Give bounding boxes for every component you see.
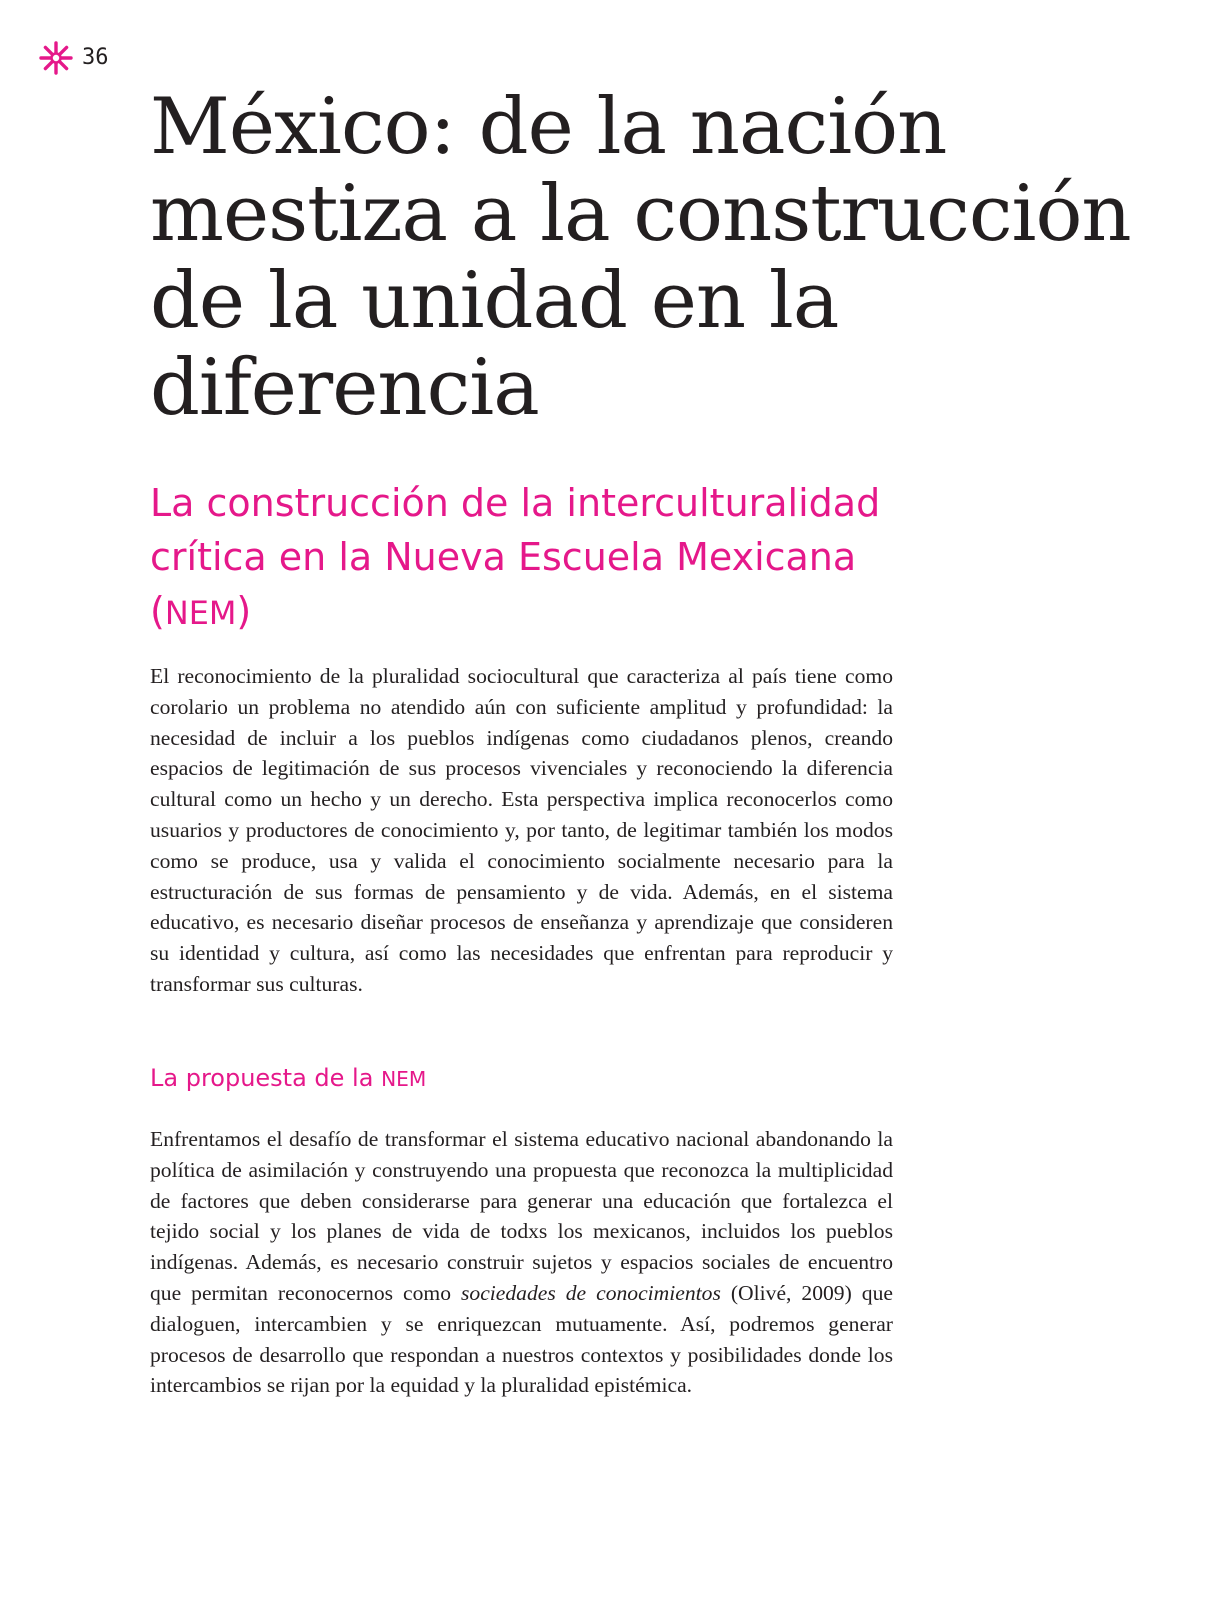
page-number: 36	[82, 45, 109, 70]
subsection-heading	[150, 1061, 426, 1096]
section-paragraph: El reconocimiento de la pluralidad sociocultural que caracteriza al país tiene como corolario un problema no atendido aún con suficiente amplitud y profundidad: la necesidad de incluir a los pueblos indígenas como ciudadanos plenos, creando espacios de legitimación de sus procesos vivenciales y reconociendo la diferencia cultural como un hecho y un derecho. Esta perspectiva implica reconocerlos como usuarios y productores de conocimiento y, por tanto, de legitimar también los modos como se produce, usa y valida el conocimiento socialmente necesario para la estructuración de sus formas de pensamiento y de vida. Además, en el sistema educativo, es necesario diseñar procesos de enseñanza y aprendizaje que consideren su identidad y cultura, así como las necesidades que enfrentan para reproducir y transformar sus culturas.	[150, 664, 893, 996]
asterisk-icon	[38, 40, 74, 76]
section-heading-text: La construcción de la interculturalidad crítica en la Nueva Escuela Mexicana (	[150, 481, 881, 633]
section-heading	[150, 476, 950, 640]
page-folio	[38, 40, 109, 76]
subsection-heading-text: La propuesta de la	[150, 1064, 382, 1092]
page-title: México: de la nación mestiza a la construcción de la unidad en la diferencia	[150, 82, 1131, 433]
paragraph-text-after: (Olivé, 2009) que dialoguen, intercambien y se enriquezcan mutuamente. Así, podremos generar procesos de desarrollo que respondan a nuestros contextos y posibilidades donde los intercambios se rijan por la equidad y la pluralidad epistémica.	[150, 1280, 893, 1398]
subsection-heading-acronym: NEM	[381, 1067, 427, 1091]
paragraph-italic-term: sociedades de conocimientos	[461, 1280, 721, 1305]
section-heading-close: )	[236, 589, 252, 633]
subsection-paragraph	[150, 1124, 893, 1401]
paragraph-text-before: Enfrentamos el desafío de transformar el sistema educativo nacional abandonando la política de asimilación y construyendo una propuesta que reconozca la multiplicidad de factores que deben considerarse para generar una educación que fortalezca el tejido social y los planes de vida de todxs los mexicanos, incluidos los pueblos indígenas. Además, es necesario construir sujetos y espacios sociales de encuentro que permitan reconocernos como	[150, 1127, 893, 1305]
section-heading-acronym: NEM	[164, 594, 237, 632]
